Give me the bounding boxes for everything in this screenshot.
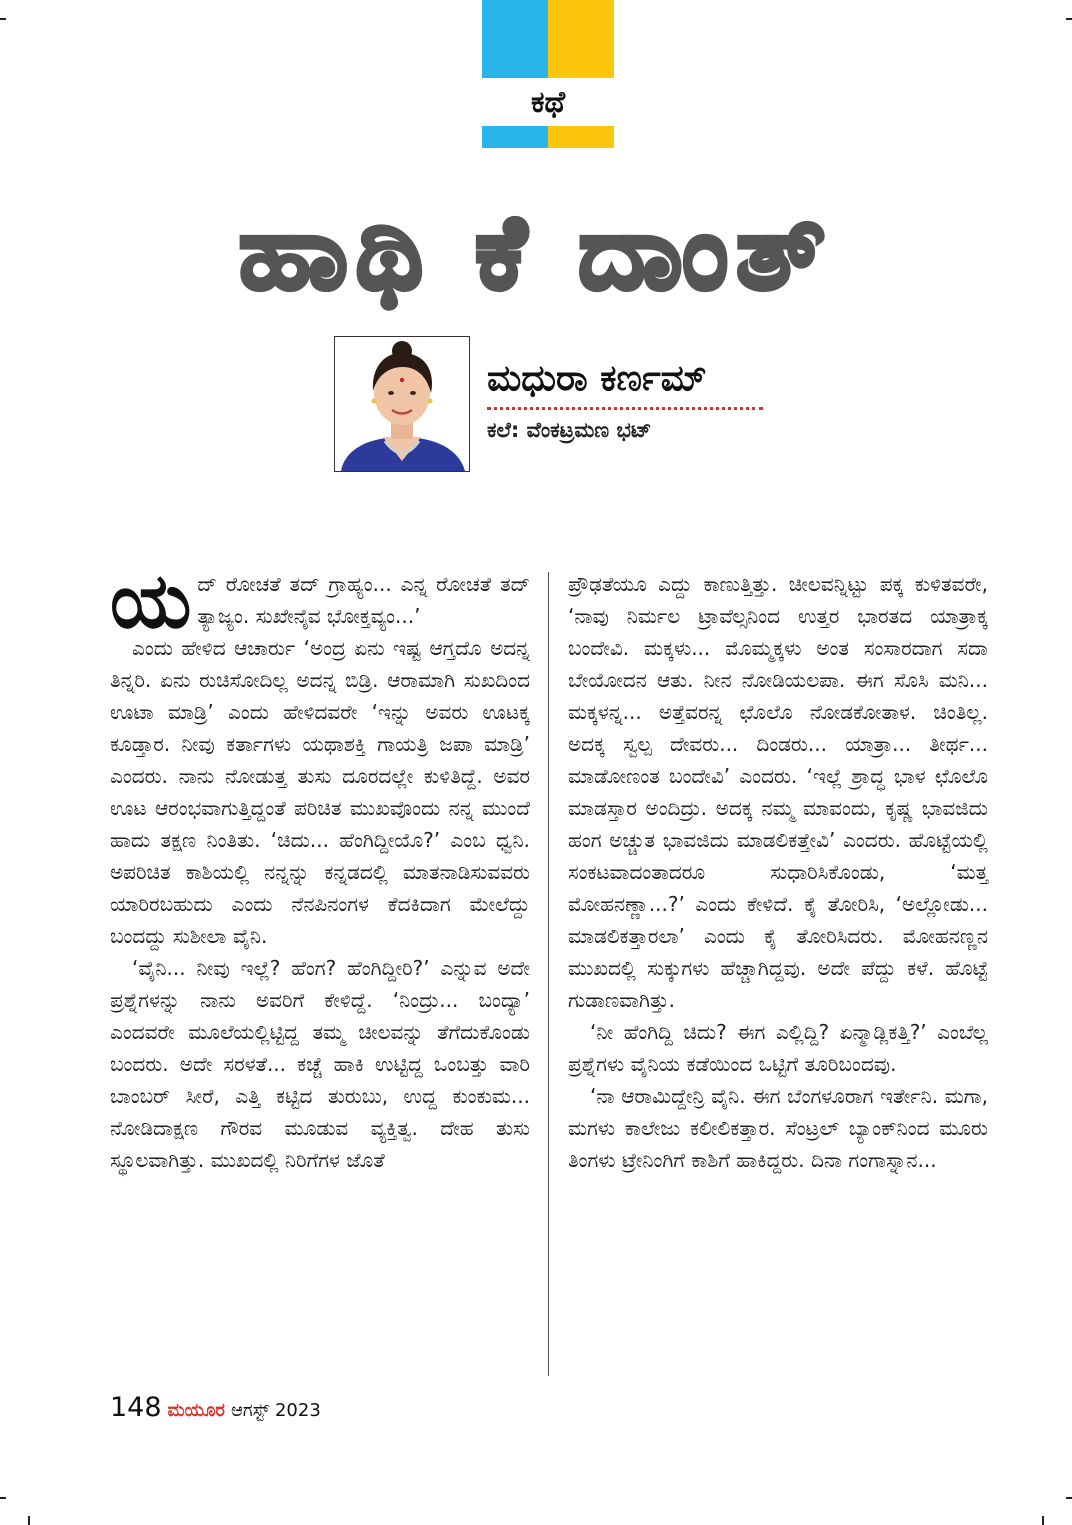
crop-mark xyxy=(1042,1516,1044,1525)
dotted-divider xyxy=(487,407,763,410)
blue-block xyxy=(482,126,548,148)
article-paragraph: ‘ನಾ ಆರಾಮಿದ್ದೇನ್ರಿ ವೈನಿ. ಈಗ ಬೆಂಗಳೂರಾಗ ಇರ್ತೇನಿ. ಮಗಾ, ಮಗಳು ಕಾಲೇಜು ಕಲೀಲಿಕತ್ತಾರ. ಸೆಂಟ್ರಲ್ ಬ್ಯಾಂಕ್‌ನಿಂದ ಮೂರು ತಿಂಗಳು ಟ್ರೇನಿಂಗಿಗೆ ಕಾಶಿಗೆ ಹಾಕಿದ್ದರು. ದಿನಾ ಗಂಗಾಸ್ನಾನ... xyxy=(568,1084,988,1172)
page-number: 148 xyxy=(110,1392,162,1423)
magazine-name: ಮಯೂರ xyxy=(167,1400,225,1421)
author-name: ಮಧುರಾ ಕರ್ಣಮ್ xyxy=(487,358,707,399)
illustrator-credit: ಕಲೆ: ವೆಂಕಟ್ರಮಣ ಭಟ್ xyxy=(487,418,652,442)
crop-mark xyxy=(0,18,6,20)
section-label: ಕಥೆ xyxy=(530,84,566,120)
color-bar-top xyxy=(482,0,614,78)
author-photo xyxy=(334,336,470,472)
crop-mark xyxy=(1066,1497,1072,1499)
article-column-right xyxy=(568,568,988,1176)
blue-block xyxy=(482,0,548,78)
crop-mark xyxy=(1066,18,1072,20)
crop-mark xyxy=(28,1516,30,1525)
article-paragraph: ಪ್ರೌಢತೆಯೂ ಎದ್ದು ಕಾಣುತ್ತಿತ್ತು. ಚೀಲವನ್ನಿಟ್ಟು ಪಕ್ಕ ಕುಳಿತವರೇ, ‘ನಾವು ನಿರ್ಮಲ ಟ್ರಾವೆಲ್ಸನಿಂದ ಉತ್ತರ ಭಾರತದ ಯಾತ್ರಾಕ್ಕ ಬಂದೇವಿ. ಮಕ್ಕಳು... ಮೊಮ್ಮಕ್ಕಳು ಅಂತ ಸಂಸಾರದಾಗ ಸದಾ ಬೇಯೋದನ ಆತು. ನೀನ ನೋಡಿಯಲಪಾ. ಈಗ ಸೊಸಿ ಮನಿ... ಮಕ್ಕಳನ್ನ... ಅತ್ತೆವರನ್ನ ಛೊಲೊ ನೋಡಕೋತಾಳ. ಚಿಂತಿಲ್ಲ. ಅದಕ್ಕ ಸ್ವಲ್ಪ ದೇವರು... ದಿಂಡರು... ಯಾತ್ರಾ... ತೀರ್ಥ... ಮಾಡೋಣಂತ ಬಂದೇವಿ’ ಎಂದರು. ‘ಇಲ್ಲೆ ಶ್ರಾದ್ಧ ಭಾಳ ಛೊಲೊ ಮಾಡಸ್ತಾರ ಅಂದಿದ್ರು. ಅದಕ್ಕ ನಮ್ಮ ಮಾವಂದು, ಕೃಷ್ಣ ಭಾವಜಿದು ಹಂಗ ಅಚ್ಚುತ ಭಾವಜಿದು ಮಾಡಲಿಕತ್ತೇವಿ’ ಎಂದರು. ಹೊಟ್ಟೆಯಲ್ಲಿ ಸಂಕಟವಾದಂತಾದರೂ ಸುಧಾರಿಸಿಕೊಂಡು, ‘ಮತ್ತ ಮೋಹನಣ್ಣಾ...?’ ಎಂದು ಕೇಳಿದೆ. ಕೈ ತೋರಿಸಿ, ‘ಅಲ್ಲೋಡು... ಮಾಡಲಿಕತ್ತಾರಲಾ’ ಎಂದು ಕೈ ತೋರಿಸಿದರು. ಮೋಹನಣ್ಣನ ಮುಖದಲ್ಲಿ ಸುಕ್ಕುಗಳು ಹೆಚ್ಚಾಗಿದ್ದವು. ಅದೇ ಪೆದ್ದು ಕಳೆ. ಹೊಟ್ಟೆ ಗುಡಾಣವಾಗಿತ್ತು. xyxy=(568,572,988,1012)
author-portrait-icon xyxy=(335,337,469,471)
issue-date: ಆಗಸ್ಟ್ 2023 xyxy=(230,1400,321,1421)
yellow-block xyxy=(548,126,614,148)
article-paragraph: ‘ವೈನಿ... ನೀವು ಇಲ್ಲೆ? ಹೆಂಗ? ಹೆಂಗಿದ್ದೀರಿ?’ ಎನ್ನುವ ಅದೇ ಪ್ರಶ್ನೆಗಳನ್ನು ನಾನು ಅವರಿಗೆ ಕೇಳಿದ್ದೆ. ‘ನಿಂದ್ರು... ಬಂದ್ಯಾ’ ಎಂದವರೇ ಮೂಲೆಯಲ್ಲಿಟ್ಟಿದ್ದ ತಮ್ಮ ಚೀಲವನ್ನು ತೆಗೆದುಕೊಂಡು ಬಂದರು. ಅದೇ ಸರಳತೆ... ಕಚ್ಚೆ ಹಾಕಿ ಉಟ್ಟಿದ್ದ ಒಂಬತ್ತು ವಾರಿ ಬಾಂಬರ್ ಸೀರೆ, ಎತ್ತಿ ಕಟ್ಟಿದ ತುರುಬು, ಉದ್ದ ಕುಂಕುಮ... ನೋಡಿದಾಕ್ಷಣ ಗೌರವ ಮೂಡುವ ವ್ಯಕ್ತಿತ್ವ. ದೇಹ ತುಸು ಸ್ಥೂಲವಾಗಿತ್ತು. ಮುಖದಲ್ಲಿ ನಿರಿಗೆಗಳ ಜೊತೆ xyxy=(110,956,530,1172)
crop-mark xyxy=(0,1497,6,1499)
article-column-left xyxy=(110,556,530,1176)
column-divider xyxy=(548,572,549,1376)
drop-cap: ಯ xyxy=(110,556,192,645)
section-header xyxy=(482,0,614,148)
yellow-block xyxy=(548,0,614,78)
story-title: ಹಾಥಿ ಕೆ ದಾಂತ್ xyxy=(238,191,834,313)
page-footer xyxy=(110,1392,321,1423)
paragraph-text: ದ್ ರೋಚತೆ ತದ್ ಗ್ರಾಹ್ಯಂ... ಎನ್ನ ರೋಚತೆ ತದ್ ತ್ಯಾಜ್ಯಂ. ಸುಖೇನೈವ ಭೋಕ್ತವ್ಯಂ...’ xyxy=(197,572,530,628)
article-paragraph xyxy=(110,556,530,645)
article-paragraph: ‘ನೀ ಹೆಂಗಿದ್ದಿ ಚಿದು? ಈಗ ಎಲ್ಲಿದ್ದಿ? ಏನ್ಮಾಡ್ಲಿಕತ್ತಿ?’ ಎಂಬೆಲ್ಲ ಪ್ರಶ್ನೆಗಳು ವೈನಿಯ ಕಡೆಯಿಂದ ಒಟ್ಟಿಗೆ ತೂರಿಬಂದವು. xyxy=(568,1020,988,1076)
color-bar-bottom xyxy=(482,126,614,148)
article-paragraph: ಎಂದು ಹೇಳಿದ ಆಚಾರ್ರು ‘ಅಂದ್ರ ಏನು ಇಷ್ಟ ಆಗ್ತದೊ ಅದನ್ನ ತಿನ್ನರಿ. ಏನು ರುಚಿಸೋದಿಲ್ಲ ಅದನ್ನ ಬಿಡ್ರಿ. ಆರಾಮಾಗಿ ಸುಖದಿಂದ ಊಟಾ ಮಾಡ್ರಿ’ ಎಂದು ಹೇಳಿದವರೇ ‘ಇನ್ನು ಅವರು ಊಟಕ್ಕ ಕೂಡ್ತಾರ. ನೀವು ಕರ್ತಾಗಳು ಯಥಾಶಕ್ತಿ ಗಾಯತ್ರಿ ಜಪಾ ಮಾಡ್ರಿ’ ಎಂದರು. ನಾನು ನೋಡುತ್ತ ತುಸು ದೂರದಲ್ಲೇ ಕುಳಿತಿದ್ದೆ. ಅವರ ಊಟ ಆರಂಭವಾಗುತ್ತಿದ್ದಂತೆ ಪರಿಚಿತ ಮುಖವೊಂದು ನನ್ನ ಮುಂದೆ ಹಾದು ತಕ್ಷಣ ನಿಂತಿತು. ‘ಚಿದು... ಹೆಂಗಿದ್ದೀಯೊ?’ ಎಂಬ ಧ್ವನಿ. ಅಪರಿಚಿತ ಕಾಶಿಯಲ್ಲಿ ನನ್ನನ್ನು ಕನ್ನಡದಲ್ಲಿ ಮಾತನಾಡಿಸುವವರು ಯಾರಿರಬಹುದು ಎಂದು ನೆನಪಿನಂಗಳ ಕೆದಕಿದಾಗ ಮೇಲೆದ್ದು ಬಂದದ್ದು ಸುಶೀಲಾ ವೈನಿ. xyxy=(110,636,530,948)
